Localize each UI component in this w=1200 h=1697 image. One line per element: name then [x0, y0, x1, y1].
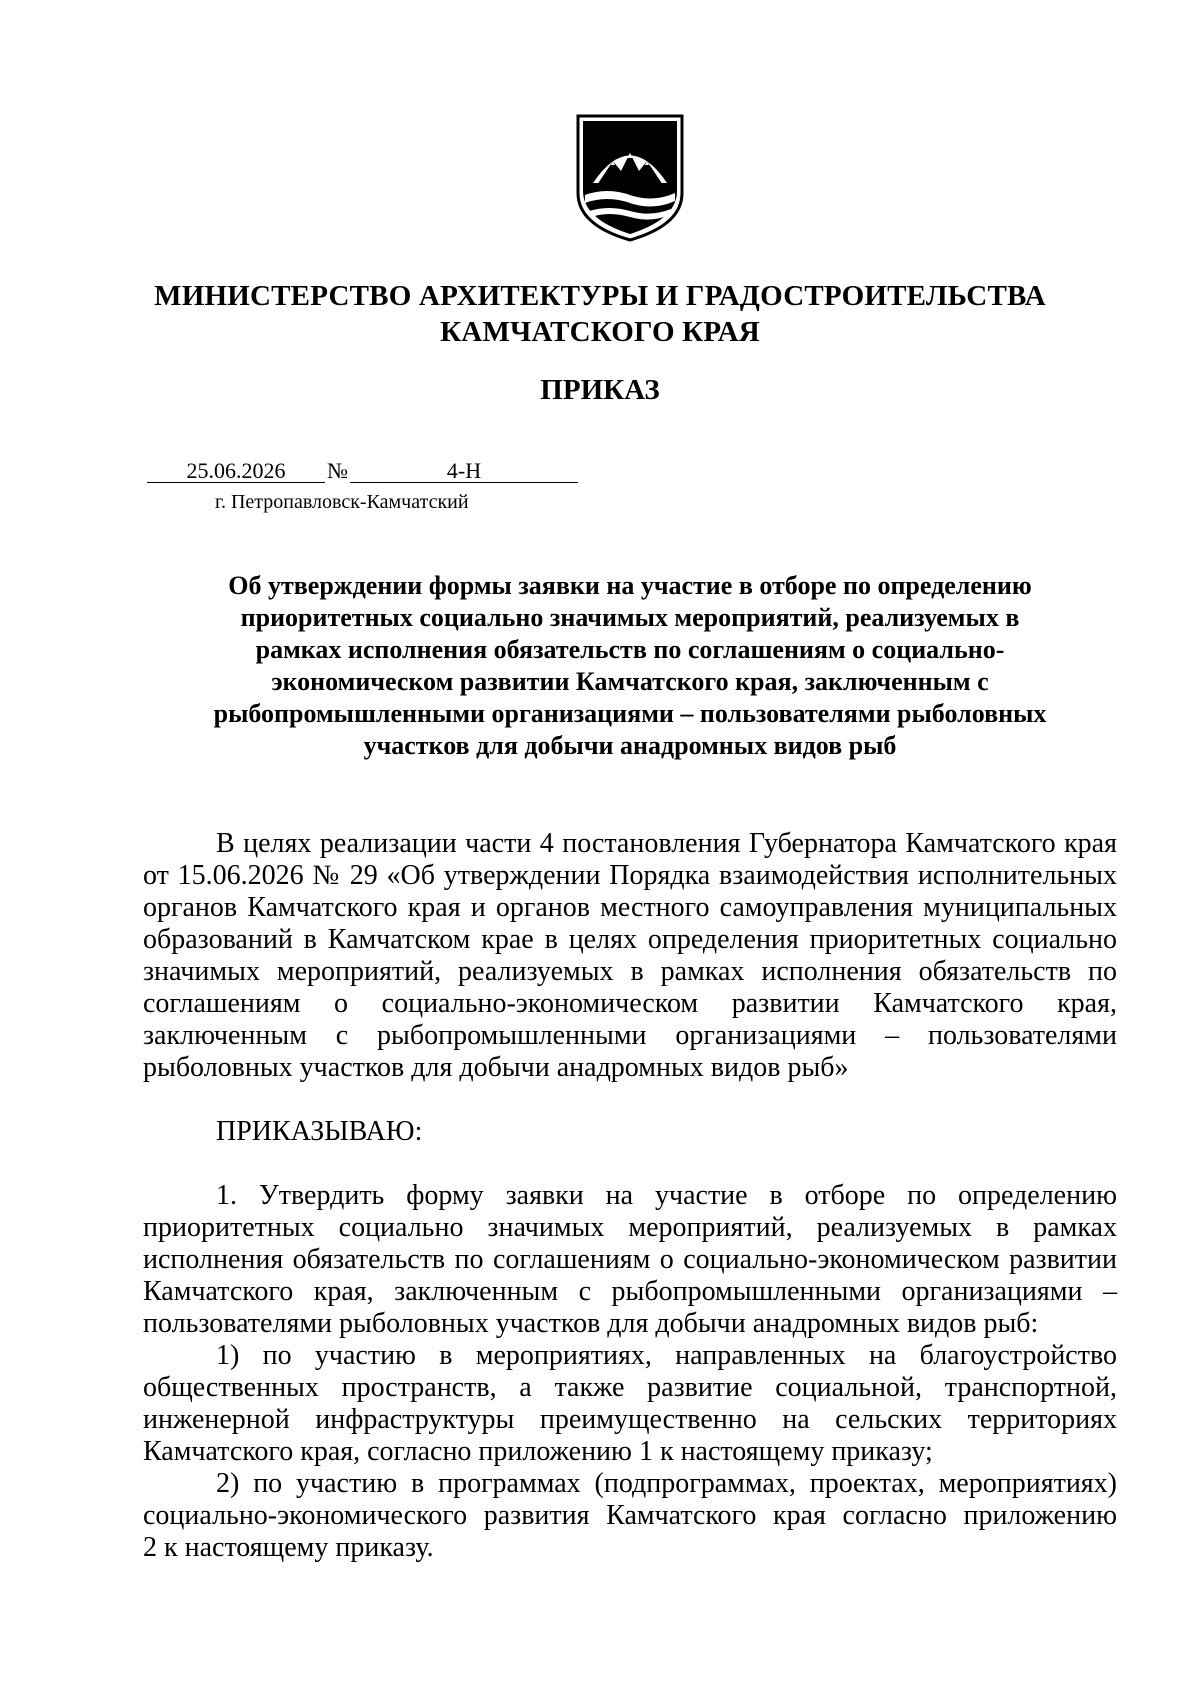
item-1-2-line: 2 к настоящему приказу. — [143, 1532, 434, 1563]
ministry-name-line1: МИНИСТЕРСТВО АРХИТЕКТУРЫ И ГРАДОСТРОИТЕЛЬСТВА — [154, 280, 1046, 312]
city-name: г. Петропавловск-Камчатский — [215, 491, 469, 513]
item-1-1-line: 1) по участию в мероприятиях, направленных на благоустройство — [216, 1340, 1117, 1371]
preamble-line: рыболовных участков для добычи анадромных видов рыб» — [143, 1052, 849, 1083]
subject-line: экономическом развитии Камчатского края, заключенным с — [271, 667, 989, 696]
preamble-line: органов Камчатского края и органов местного самоуправления муниципальных — [143, 892, 1117, 923]
item-1-1-line: Камчатского края, согласно приложению 1 к настоящему приказу; — [143, 1436, 933, 1467]
directive-word: ПРИКАЗЫВАЮ: — [216, 1116, 423, 1147]
item-1-1-paragraph — [143, 1340, 1117, 1468]
preamble-line: соглашениям о социально-экономическом развитии Камчатского края, — [143, 988, 1117, 1019]
preamble-line: значимых мероприятий, реализуемых в рамках исполнения обязательств по — [143, 956, 1117, 987]
item-1-line: приоритетных социально значимых мероприятий, реализуемых в рамках — [143, 1212, 1117, 1243]
item-1-line: 1. Утвердить форму заявки на участие в отборе по определению — [216, 1180, 1117, 1211]
order-subject — [140, 570, 1120, 762]
subject-line: Об утверждении формы заявки на участие в отборе по определению — [228, 571, 1032, 600]
item-1-2-line: 2) по участию в программах (подпрограммах, проектах, мероприятиях) — [216, 1468, 1117, 1499]
order-date: 25.06.2026 — [147, 460, 325, 483]
preamble-line: от 15.06.2026 № 29 «Об утверждении Порядка взаимодействия исполнительных — [143, 860, 1117, 891]
item-1-2-line: социально-экономического развития Камчатского края согласно приложению — [143, 1500, 1117, 1531]
subject-line: участков для добычи анадромных видов рыб — [363, 731, 897, 760]
registration-line — [147, 458, 578, 484]
preamble-line: образований в Камчатском крае в целях определения приоритетных социально — [143, 924, 1117, 955]
item-1-line: Камчатского края, заключенным с рыбопромышленными организациями – — [143, 1276, 1117, 1307]
item-1-2-paragraph — [143, 1468, 1117, 1564]
item-1-line: пользователями рыболовных участков для добычи анадромных видов рыб: — [143, 1308, 1039, 1339]
subject-line: рамках исполнения обязательств по соглашениям о социально- — [255, 635, 1005, 664]
preamble-line: заключенным с рыбопромышленными организациями – пользователями — [143, 1020, 1117, 1051]
item-1-paragraph — [143, 1180, 1117, 1340]
item-1-1-line: общественных пространств, а также развитие социальной, транспортной, — [143, 1372, 1117, 1403]
item-1-line: исполнения обязательств по соглашениям о социально-экономическом развитии — [143, 1244, 1117, 1275]
subject-line: рыбопромышленными организациями – пользователями рыболовных — [213, 699, 1047, 728]
preamble-paragraph — [143, 828, 1117, 1084]
kamchatka-coat-of-arms-icon — [575, 113, 685, 243]
preamble-line: В целях реализации части 4 постановления Губернатора Камчатского края — [216, 828, 1117, 859]
item-1-1-line: инженерной инфраструктуры преимущественно на сельских территориях — [143, 1404, 1117, 1435]
ministry-name — [0, 278, 1200, 350]
order-number: 4-Н — [350, 460, 578, 483]
ministry-name-line2: КАМЧАТСКОГО КРАЯ — [440, 316, 760, 348]
number-sign: № — [327, 458, 348, 483]
order-title: ПРИКАЗ — [540, 374, 660, 406]
subject-line: приоритетных социально значимых мероприятий, реализуемых в — [240, 603, 1020, 632]
